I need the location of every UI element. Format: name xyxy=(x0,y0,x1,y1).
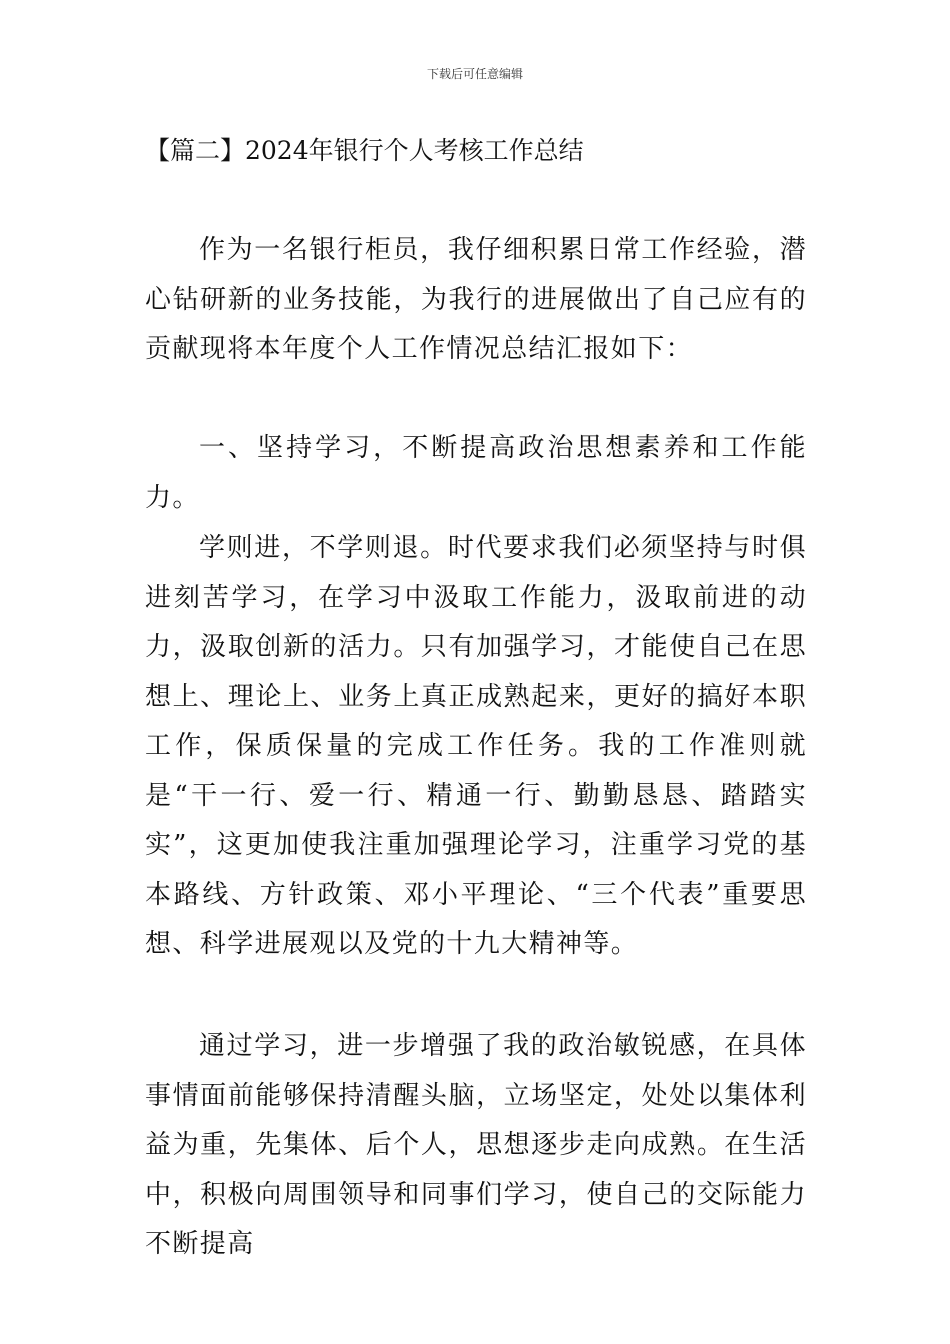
document-title: 【篇二】2024年银行个人考核工作总结 xyxy=(145,136,584,165)
body-paragraph: 通过学习，进一步增强了我的政治敏锐感，在具体事情面前能够保持清醒头脑，立场坚定，处处以集体利益为重，先集体、后个人，思想逐步走向成熟。在生活中，积极向周围领导和同事们学习，使自己的交际能力不断提高 xyxy=(145,1031,807,1259)
header-note: 下载后可任意编辑 xyxy=(426,67,523,81)
section-heading: 一、坚持学习，不断提高政治思想素养和工作能力。 xyxy=(145,433,807,513)
intro-paragraph: 作为一名银行柜员，我仔细积累日常工作经验，潜心钻研新的业务技能，为我行的进展做出了自己应有的贡献现将本年度个人工作情况总结汇报如下： xyxy=(145,235,807,364)
body-paragraph: 学则进，不学则退。时代要求我们必须坚持与时俱进刻苦学习，在学习中汲取工作能力，汲取前进的动力，汲取创新的活力。只有加强学习，才能使自己在思想上、理论上、业务上真正成熟起来，更好的搞好本职工作，保质保量的完成工作任务。我的工作准则就是“干一行、爱一行、精通一行、勤勤恳恳、踏踏实实”，这更加使我注重加强理论学习，注重学习党的基本路线、方针政策、邓小平理论、“三个代表”重要思想、科学进展观以及党的十九大精神等。 xyxy=(145,533,807,959)
